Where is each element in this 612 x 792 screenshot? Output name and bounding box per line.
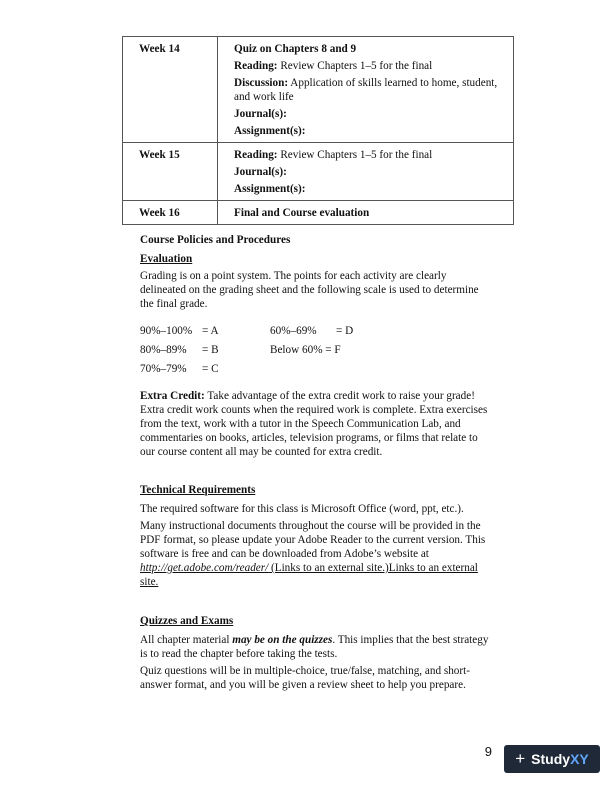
- schedule-line: Assignment(s):: [234, 183, 306, 195]
- schedule-line: Reading: Review Chapters 1–5 for the final: [234, 149, 433, 161]
- page-number: 9: [484, 744, 492, 759]
- quizzes-heading: Quizzes and Exams: [140, 615, 234, 627]
- grade-letter: = A: [202, 325, 219, 337]
- studyxy-badge[interactable]: [504, 745, 600, 773]
- grade-range: 70%–79%: [140, 363, 187, 375]
- plus-icon: +: [515, 749, 526, 768]
- course-policies-section: [140, 233, 492, 459]
- week-label: Week 15: [123, 143, 218, 201]
- adobe-reader-link[interactable]: http://get.adobe.com/reader/ (Links to an external site.)Links to an external site.: [140, 562, 478, 588]
- quizzes-paragraph: All chapter material may be on the quizzes. This implies that the best strategy is to read the chapter before taking the tests.: [140, 634, 489, 660]
- grade-range: 90%–100%: [140, 325, 193, 337]
- software-paragraph: The required software for this class is Microsoft Office (word, ppt, etc.).: [140, 503, 464, 515]
- evaluation-text: Grading is on a point system. The points for each activity are clearly delineated on the grading sheet and the following scale is used to determine the final grade.: [140, 270, 479, 310]
- extra-credit-paragraph: Extra Credit: Take advantage of the extra credit work to raise your grade! Extra credit work counts when the required work is complete. Extra exercises from the text, work with a tutor in the Speech Communication Lab, and commentaries on books, articles, television programs, or films that relate to our course content all may be counted for extra credit.: [140, 390, 488, 458]
- schedule-line: Journal(s):: [234, 108, 287, 120]
- schedule-line: Journal(s):: [234, 166, 287, 178]
- week-label: Week 16: [123, 201, 218, 225]
- grade-row: [140, 324, 353, 343]
- grade-range: Below 60% = F: [270, 344, 341, 356]
- brand-logo-text: StudyXY: [531, 751, 589, 767]
- schedule-table: [122, 36, 514, 225]
- schedule-line: Discussion: Application of skills learned to home, student, and work life: [234, 77, 498, 103]
- evaluation-heading: Evaluation: [140, 253, 193, 265]
- technical-section: [140, 483, 492, 589]
- grade-range: 60%–69%: [270, 325, 317, 337]
- schedule-line: Reading: Review Chapters 1–5 for the final: [234, 60, 433, 72]
- quiz-format-paragraph: Quiz questions will be in multiple-choice, true/false, matching, and short-answer format, and you will be given a review sheet to help you prepare.: [140, 665, 470, 691]
- technical-heading: Technical Requirements: [140, 484, 256, 496]
- grade-letter: = D: [336, 325, 354, 337]
- grade-row: [140, 362, 353, 381]
- week-label: Week 14: [123, 37, 218, 143]
- week-content: [218, 143, 514, 201]
- schedule-line: Assignment(s):: [234, 125, 306, 137]
- grade-row: [140, 343, 353, 362]
- grade-letter: = C: [202, 363, 219, 375]
- table-row: [123, 37, 514, 143]
- policies-heading: Course Policies and Procedures: [140, 234, 291, 246]
- adobe-paragraph: Many instructional documents throughout the course will be provided in the PDF format, so please update your Adobe Reader to the current version. This software is free and can be downloaded from Adobe’s website at http://get.adobe.com/reader/ (Links to an external site.)Links to an external site.: [140, 520, 486, 588]
- grade-range: 80%–89%: [140, 344, 187, 356]
- grading-scale: [140, 324, 353, 381]
- week-content: [218, 201, 514, 225]
- schedule-line: Quiz on Chapters 8 and 9: [234, 43, 357, 55]
- table-row: [123, 201, 514, 225]
- schedule-line: Final and Course evaluation: [234, 207, 370, 219]
- grade-letter: = B: [202, 344, 219, 356]
- quizzes-section: [140, 614, 492, 692]
- week-content: [218, 37, 514, 143]
- table-row: [123, 143, 514, 201]
